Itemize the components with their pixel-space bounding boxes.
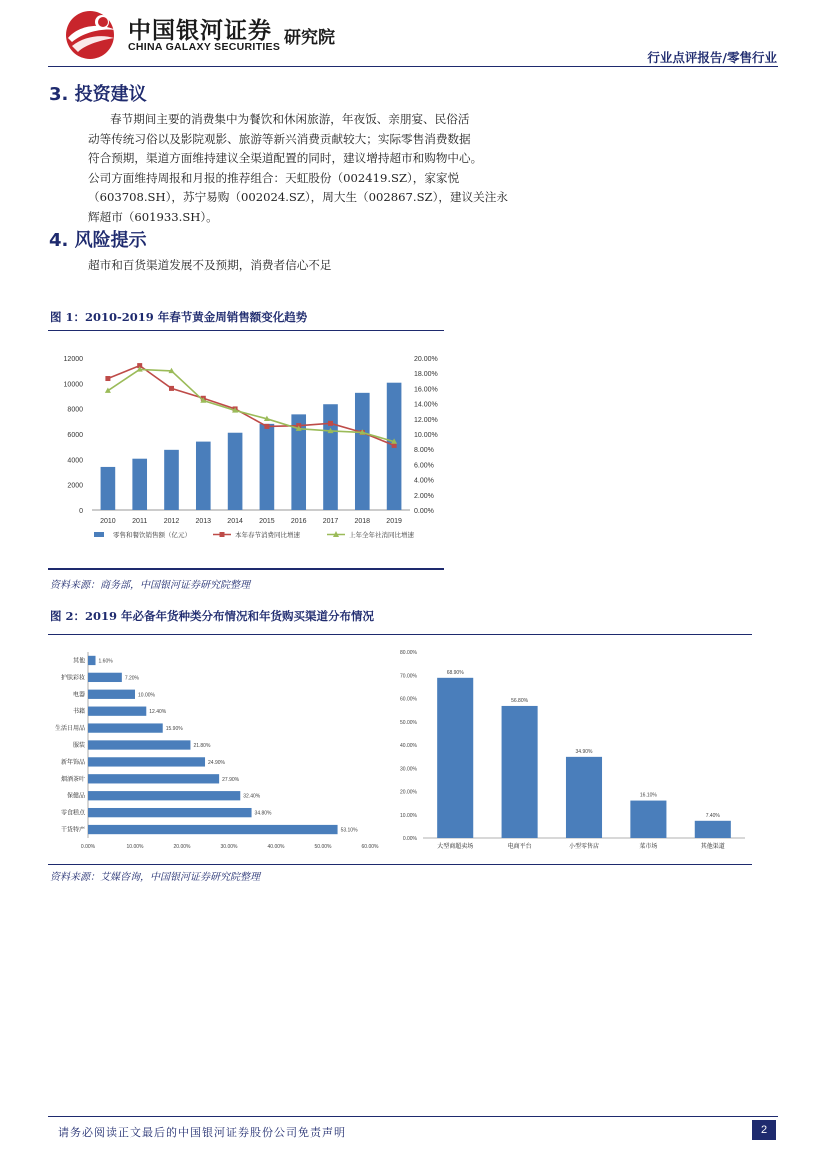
report-type: 行业点评报告/零售行业 [647, 50, 777, 65]
figure-2-bottom-rule [48, 864, 752, 865]
channel-category-label: 大型商超卖场 [437, 844, 474, 850]
right-axis-tick-label: 0.00% [414, 508, 434, 515]
goods-category-label: 其他 [72, 658, 85, 665]
goods-bar [88, 825, 338, 834]
x-axis-tick-label: 2016 [290, 518, 307, 525]
advice-line: 动等传统习俗以及影院观影、旅游等新兴消费贡献较大；实际零售消费数据 [88, 131, 471, 146]
channel-value-label: 16.10% [639, 792, 657, 799]
left-axis-tick-label: 10000 [63, 381, 83, 389]
x-axis-tick-label: 2015 [259, 518, 275, 525]
advice-line: 春节期间主要的消费集中为餐饮和休闲旅游，年夜饭、亲朋宴、民俗活 [110, 112, 470, 126]
goods-category-label: 烟酒茶叶 [60, 776, 85, 783]
goods-bar [88, 690, 135, 699]
goods-bar [88, 656, 96, 665]
spring-growth-marker [105, 376, 110, 381]
x-axis-tick-label: 2019 [386, 518, 402, 525]
goods-bar [88, 740, 190, 749]
left-axis-tick-label: 12000 [63, 356, 83, 363]
legend-label: 上年全年社消同比增速 [349, 532, 414, 539]
department-name: 研究院 [284, 28, 335, 48]
y-axis-tick-label: 60.00% [400, 696, 417, 703]
advice-line: 辉超市（601933.SH）。 [88, 209, 218, 224]
annual-growth-line [108, 369, 394, 441]
advice-line: 符合预期，渠道方面维持建议全渠道配置的同时，建议增持超市和购物中心。 [88, 151, 483, 165]
sales-bar [132, 459, 147, 510]
goods-category-label: 保健品 [66, 793, 85, 800]
company-name-cn: 中国银河证券 [128, 18, 272, 44]
x-axis-tick-label: 0.00% [80, 844, 96, 850]
goods-category-label: 干货特产 [60, 827, 85, 834]
channel-value-label: 68.90% [446, 669, 464, 676]
right-axis-tick-label: 18.00% [414, 371, 438, 379]
new-year-goods-chart [48, 642, 383, 857]
y-axis-tick-label: 10.00% [400, 812, 417, 819]
spring-growth-marker [328, 421, 333, 426]
channel-bar [566, 757, 602, 838]
y-axis-tick-label: 80.00% [400, 650, 417, 656]
left-axis-tick-label: 4000 [67, 457, 83, 465]
channel-category-label: 其他渠道 [700, 844, 725, 850]
right-axis-tick-label: 10.00% [414, 432, 438, 439]
x-axis-tick-label: 60.00% [361, 844, 379, 850]
channel-value-label: 56.80% [511, 697, 529, 704]
company-logo [62, 8, 120, 60]
right-axis-tick-label: 16.00% [414, 386, 438, 394]
legend-label: 本年春节消费同比增速 [235, 532, 300, 539]
channel-category-label: 菜市场 [639, 844, 658, 850]
goods-category-label: 电器 [72, 692, 85, 699]
x-axis-tick-label: 2011 [132, 518, 148, 525]
disclaimer-notice: 请务必阅读正文最后的中国银河证券股份公司免责声明 [58, 1126, 346, 1139]
goods-category-label: 护肤彩妆 [60, 675, 85, 682]
goods-bar [88, 791, 240, 800]
x-axis-tick-label: 40.00% [267, 844, 285, 850]
channel-bar [630, 801, 666, 838]
spring-growth-line [108, 366, 394, 446]
y-axis-tick-label: 70.00% [400, 673, 417, 680]
goods-bar [88, 808, 252, 817]
investment-advice-paragraph [88, 110, 528, 227]
figure-2-source: 资料来源：艾媒咨询，中国银河证券研究院整理 [50, 872, 260, 883]
sales-bar [101, 467, 116, 510]
advice-line: （603708.SH），苏宁易购（002024.SZ），周大生（002867.SZ），建议关注永 [88, 190, 508, 204]
right-axis-tick-label: 14.00% [414, 401, 438, 409]
advice-line: 公司方面维持周报和月报的推荐组合：天虹股份（002419.SZ），家家悦 [88, 170, 460, 185]
sales-bar [260, 424, 275, 510]
goods-bar [88, 723, 163, 732]
goods-category-label: 服装 [72, 743, 85, 749]
goods-value-label: 32.40% [243, 793, 261, 800]
right-axis-tick-label: 20.00% [414, 356, 438, 363]
goods-value-label: 53.10% [340, 827, 358, 834]
goods-bar [88, 707, 146, 716]
x-axis-tick-label: 10.00% [126, 844, 144, 850]
y-axis-tick-label: 50.00% [400, 719, 417, 726]
figure-2-top-rule [48, 634, 752, 635]
y-axis-tick-label: 0.00% [402, 836, 417, 842]
channel-value-label: 34.90% [575, 748, 593, 755]
goods-bar [88, 774, 219, 783]
right-axis-tick-label: 12.00% [414, 416, 438, 424]
footer-rule [48, 1116, 778, 1117]
spring-growth-marker [264, 424, 269, 429]
right-axis-tick-label: 8.00% [414, 447, 434, 455]
left-axis-tick-label: 6000 [67, 432, 83, 439]
figure-1-title: 图 1：2010-2019 年春节黄金周销售额变化趋势 [50, 310, 308, 324]
goods-bar [88, 757, 205, 766]
left-axis-tick-label: 0 [79, 508, 83, 515]
goods-value-label: 10.00% [138, 692, 155, 699]
goods-value-label: 21.80% [193, 743, 211, 749]
sales-bar [228, 433, 243, 510]
risk-paragraph: 超市和百货渠道发展不及预期，消费者信心不足 [88, 258, 332, 272]
goods-value-label: 34.80% [254, 810, 272, 817]
figure-2-title: 图 2：2019 年必备年货种类分布情况和年货购买渠道分布情况 [50, 609, 375, 623]
x-axis-tick-label: 2010 [100, 518, 116, 525]
channel-bar [695, 821, 731, 838]
goods-value-label: 12.40% [149, 709, 167, 716]
spring-growth-marker [169, 386, 174, 391]
right-axis-tick-label: 2.00% [414, 492, 434, 500]
goods-category-label: 书籍 [72, 709, 85, 716]
x-axis-tick-label: 2017 [322, 518, 339, 525]
goods-value-label: 27.90% [222, 776, 240, 783]
channel-bar [502, 706, 538, 838]
goods-bar [88, 673, 122, 682]
channel-category-label: 小型零售店 [568, 844, 600, 850]
channel-value-label: 7.40% [705, 812, 720, 819]
purchase-channel-chart [385, 642, 750, 857]
y-axis-tick-label: 30.00% [400, 766, 417, 773]
legend-label: 零售和餐饮销售额（亿元） [113, 532, 191, 539]
sales-bar [355, 393, 370, 510]
goods-value-label: 1.60% [98, 658, 113, 665]
y-axis-tick-label: 40.00% [400, 743, 417, 749]
legend-swatch [94, 532, 104, 537]
x-axis-tick-label: 30.00% [220, 844, 238, 850]
sales-bar [164, 450, 179, 510]
x-axis-tick-label: 2013 [195, 518, 212, 525]
sales-bar [196, 442, 211, 510]
x-axis-tick-label: 20.00% [173, 844, 191, 850]
goods-value-label: 7.20% [124, 675, 140, 682]
figure-1-bottom-rule [48, 568, 444, 570]
x-axis-tick-label: 2014 [227, 518, 243, 525]
figure-1-top-rule [48, 330, 444, 331]
figure-1-source: 资料来源：商务部，中国银河证券研究院整理 [50, 580, 250, 591]
y-axis-tick-label: 20.00% [400, 789, 417, 796]
left-axis-tick-label: 8000 [67, 406, 83, 414]
section-3-title: 3. 投资建议 [49, 84, 147, 105]
header-rule [48, 66, 778, 67]
right-axis-tick-label: 6.00% [414, 462, 434, 470]
goods-category-label: 新年饰品 [60, 759, 85, 766]
channel-category-label: 电商平台 [507, 844, 532, 850]
x-axis-tick-label: 2012 [163, 518, 180, 525]
x-axis-tick-label: 50.00% [314, 844, 332, 850]
legend-marker [220, 532, 225, 537]
section-4-title: 4. 风险提示 [49, 230, 147, 251]
left-axis-tick-label: 2000 [67, 482, 83, 490]
company-name-en: CHINA GALAXY SECURITIES [128, 41, 281, 53]
sales-trend-chart [48, 340, 444, 565]
galaxy-logo-icon [62, 8, 120, 60]
x-axis-tick-label: 2018 [354, 518, 371, 525]
goods-category-label: 生活日用品 [54, 726, 85, 733]
right-axis-tick-label: 4.00% [414, 477, 434, 485]
goods-category-label: 零食糕点 [60, 810, 85, 817]
sales-bar [323, 404, 338, 510]
page-number: 2 [752, 1120, 776, 1140]
goods-value-label: 15.90% [165, 726, 183, 733]
channel-bar [437, 678, 473, 838]
goods-value-label: 24.90% [208, 759, 225, 766]
